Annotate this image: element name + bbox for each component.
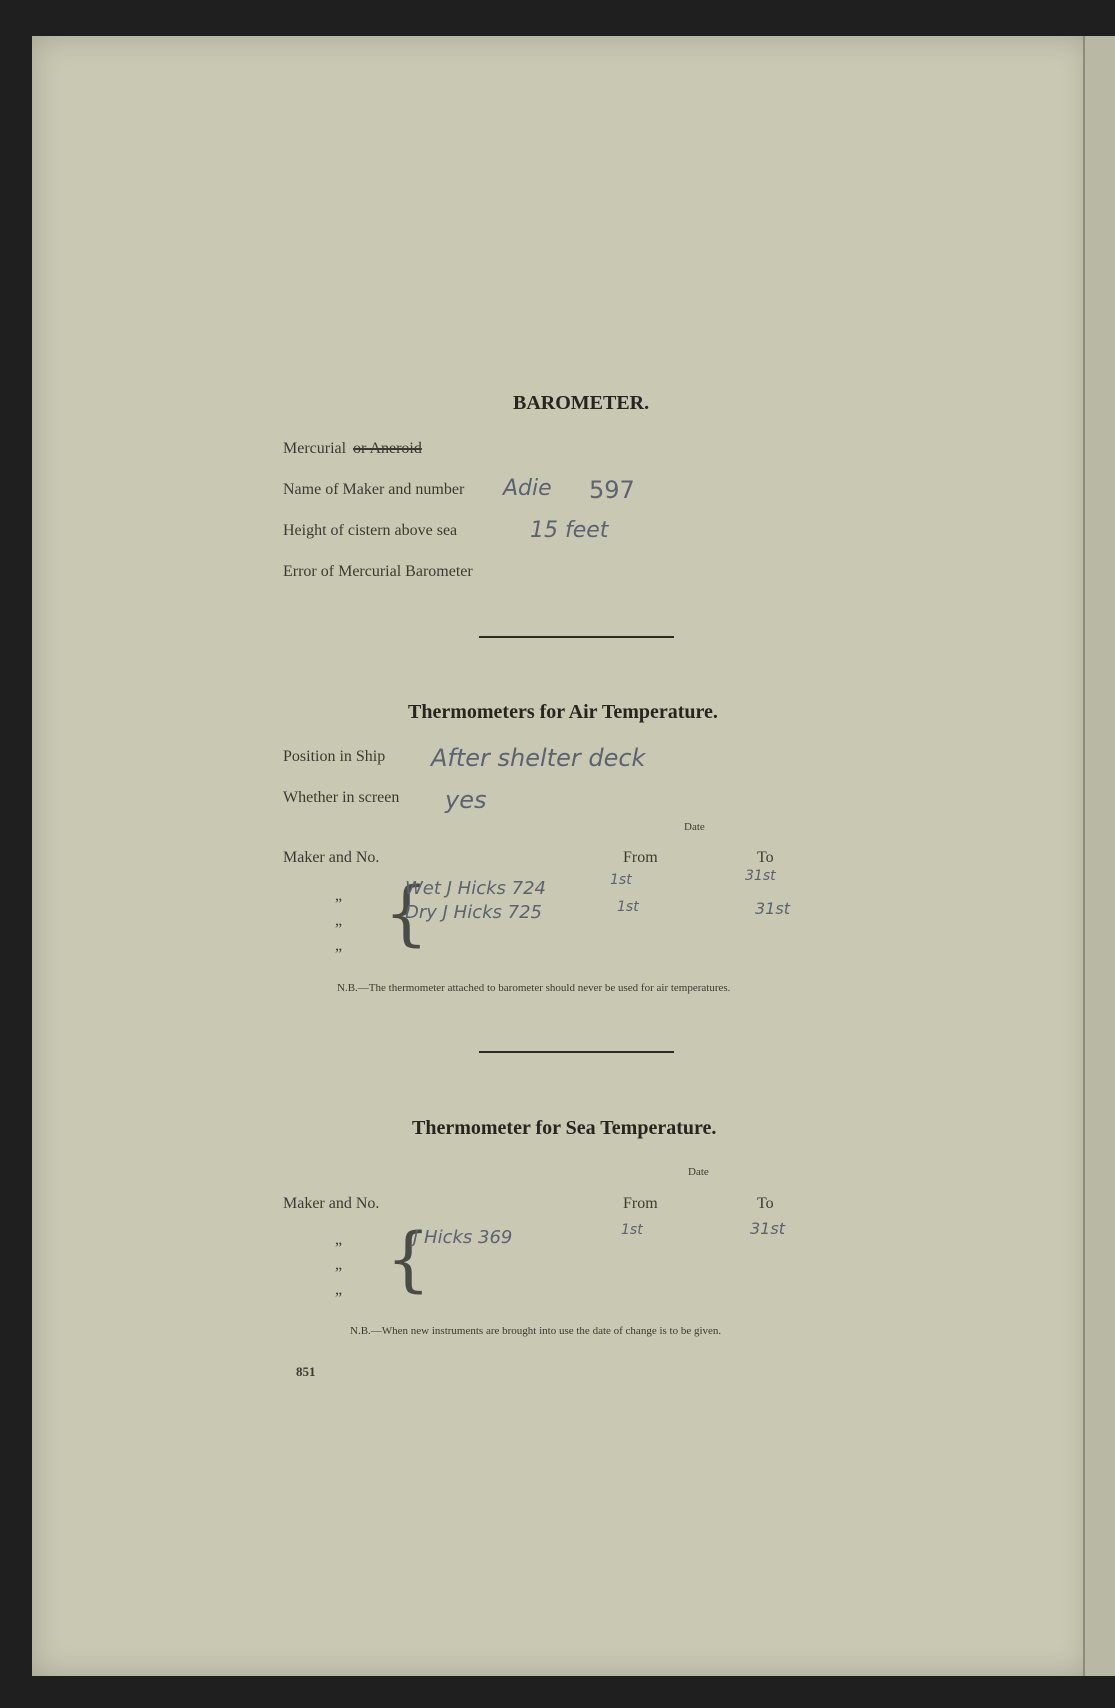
air-row-to: 31st bbox=[755, 899, 790, 918]
register-page bbox=[32, 36, 1090, 1676]
air-row-from: 1st bbox=[610, 872, 632, 888]
position-label: Position in Ship bbox=[283, 748, 386, 765]
barometer-title: BAROMETER. bbox=[513, 392, 650, 414]
sea-row-to: 31st bbox=[750, 1219, 785, 1238]
air-date-label: Date bbox=[684, 821, 705, 833]
cistern-value: 15 feet bbox=[530, 518, 609, 543]
next-page-edge bbox=[1083, 36, 1115, 1676]
maker-value: Adie bbox=[503, 476, 552, 501]
grouping-brace: { bbox=[384, 872, 429, 954]
ditto-mark: ” bbox=[335, 1290, 343, 1307]
page-number: 851 bbox=[296, 1364, 316, 1379]
maker-label: Name of Maker and number bbox=[283, 481, 465, 498]
sea-note: N.B.—When new instruments are brought into use the date of change is to be given. bbox=[350, 1325, 722, 1337]
sea-date-label: Date bbox=[688, 1166, 709, 1178]
screen-label: Whether in screen bbox=[283, 789, 400, 806]
ditto-mark: ” bbox=[335, 896, 343, 913]
ditto-mark: ” bbox=[335, 1265, 343, 1282]
sea-to-label: To bbox=[757, 1195, 774, 1212]
position-value: After shelter deck bbox=[431, 744, 646, 772]
air-title: Thermometers for Air Temperature. bbox=[408, 701, 718, 723]
mercurial-label: Mercurial bbox=[283, 440, 347, 457]
air-row-to: 31st bbox=[745, 868, 776, 884]
ditto-mark: ” bbox=[335, 946, 343, 963]
maker-number: 597 bbox=[589, 476, 635, 504]
sea-row-maker: J Hicks 369 bbox=[413, 1227, 513, 1248]
error-label: Error of Mercurial Barometer bbox=[283, 563, 473, 580]
cistern-label: Height of cistern above sea bbox=[283, 522, 458, 539]
ditto-mark: ” bbox=[335, 1240, 343, 1257]
air-row-from: 1st bbox=[617, 899, 639, 915]
section-divider bbox=[479, 1051, 674, 1053]
screen-value: yes bbox=[445, 786, 487, 814]
grouping-brace: { bbox=[386, 1218, 431, 1300]
air-from-label: From bbox=[623, 849, 658, 866]
sea-from-label: From bbox=[623, 1195, 658, 1212]
air-row-maker: Wet J Hicks 724 bbox=[405, 878, 546, 899]
air-to-label: To bbox=[757, 849, 774, 866]
sea-title: Thermometer for Sea Temperature. bbox=[412, 1117, 717, 1139]
air-row-maker: Dry J Hicks 725 bbox=[405, 902, 542, 923]
air-maker-label: Maker and No. bbox=[283, 849, 380, 866]
sea-maker-label: Maker and No. bbox=[283, 1195, 380, 1212]
sea-row-from: 1st bbox=[621, 1222, 643, 1238]
ditto-mark: ” bbox=[335, 921, 343, 938]
air-note: N.B.—The thermometer attached to barometer should never be used for air temperatures. bbox=[337, 982, 731, 994]
aneroid-struck-label: or Aneroid bbox=[353, 440, 422, 457]
section-divider bbox=[479, 636, 674, 638]
